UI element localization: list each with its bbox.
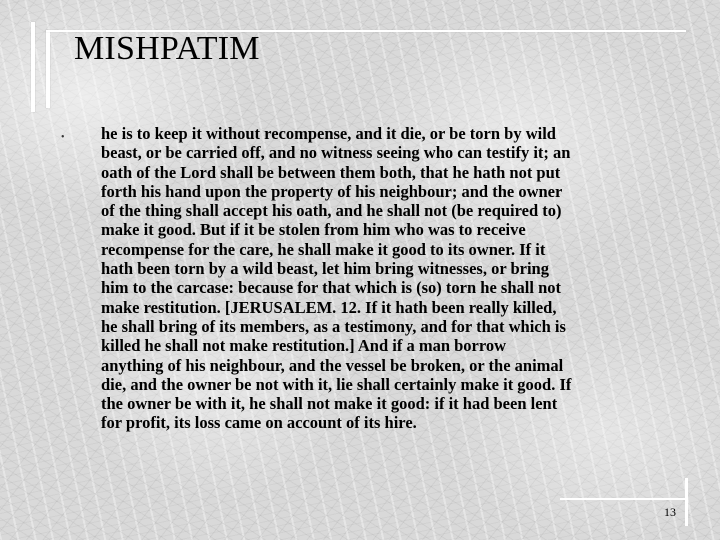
slide-title: MISHPATIM <box>74 30 260 67</box>
page-number: 13 <box>664 505 676 519</box>
frame-line-bottom-right-vertical <box>685 478 688 526</box>
frame-line-left-inner <box>46 30 50 108</box>
frame-line-bottom-right-horizontal <box>560 498 688 500</box>
body-paragraph: he is to keep it without recompense, and it die, or be torn by wild beast, or be carried off, and no witness seeing who can testify it; an oath of the Lord shall be between them both, that he hath not put forth his hand upon the property of his neighbour; and the owner of the thing shall accept his oath, and he shall not (be required to) make it good. But if it be stolen from him who was to receive recompense for the care, he shall make it good to its owner. If it hath been torn by a wild beast, let him bring witnesses, or bring him to the carcase: because for that which is (so) torn he shall not make restitution. [JERUSALEM. 12. If it hath been really killed, he shall bring of its members, as a testimony, and for that which is killed he shall not make restitution.] And if a man borrow anything of his neighbour, and the vessel be broken, or the animal die, and the owner be not with it, lie shall certainly make it good. If the owner be with it, he shall not make it good: if it had been lent for profit, its loss came on account of its hire. <box>101 124 572 433</box>
frame-line-left-outer <box>31 22 35 112</box>
bullet-icon: • <box>61 132 65 143</box>
